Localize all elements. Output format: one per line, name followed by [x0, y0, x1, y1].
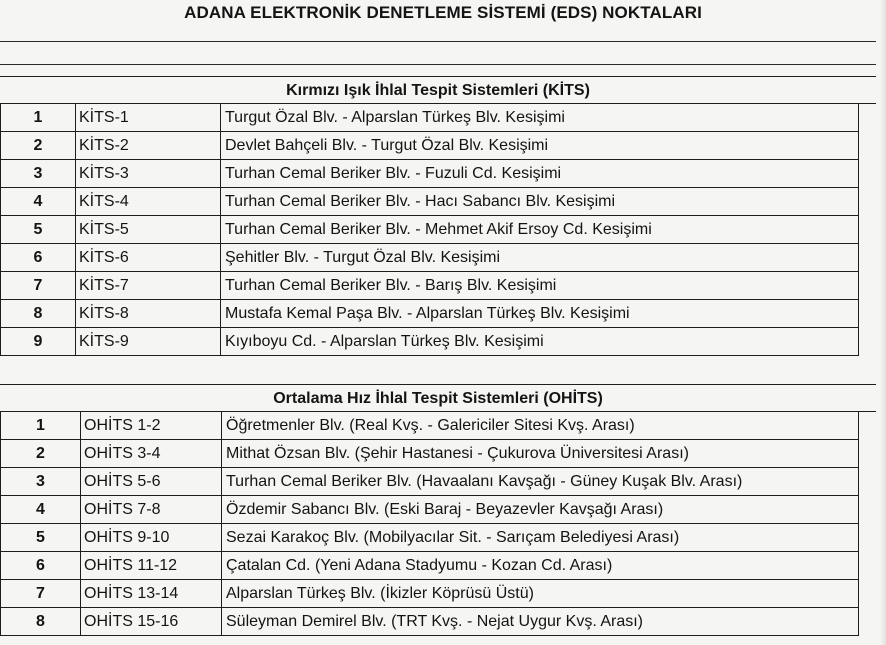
- ohits-section-header: Ortalama Hız İhlal Tespit Sistemleri (OHİTS): [0, 384, 876, 412]
- ohits-table-row: [1, 608, 859, 636]
- ohits-table-row: [1, 468, 859, 496]
- ohits-system-code-cell: OHİTS 13-14: [81, 580, 222, 608]
- kits-table: [0, 103, 859, 356]
- kits-location-cell: Turhan Cemal Beriker Blv. - Barış Blv. Kesişimi: [221, 272, 859, 300]
- ohits-system-code-cell: OHİTS 9-10: [81, 524, 222, 552]
- kits-location-cell: Turhan Cemal Beriker Blv. - Mehmet Akif Ersoy Cd. Kesişimi: [221, 216, 859, 244]
- kits-system-code-cell: KİTS-2: [76, 132, 221, 160]
- divider-line: [0, 64, 876, 65]
- ohits-location-cell: Özdemir Sabancı Blv. (Eski Baraj - Beyazevler Kavşağı Arası): [222, 496, 859, 524]
- ohits-row-number-cell: 5: [1, 524, 81, 552]
- kits-table-row: [1, 188, 859, 216]
- ohits-table-row: [1, 440, 859, 468]
- kits-system-code-cell: KİTS-8: [76, 300, 221, 328]
- page-edge-shadow: [880, 0, 886, 645]
- ohits-table-row: [1, 496, 859, 524]
- ohits-row-number-cell: 8: [1, 608, 81, 636]
- kits-system-code-cell: KİTS-1: [76, 104, 221, 132]
- title-underline: [0, 41, 876, 42]
- kits-section-header: Kırmızı Işık İhlal Tespit Sistemleri (KİTS): [0, 76, 876, 104]
- ohits-table-row: [1, 552, 859, 580]
- ohits-table-row: [1, 580, 859, 608]
- kits-location-cell: Mustafa Kemal Paşa Blv. - Alparslan Türkeş Blv. Kesişimi: [221, 300, 859, 328]
- kits-row-number-cell: 4: [1, 188, 76, 216]
- ohits-system-code-cell: OHİTS 7-8: [81, 496, 222, 524]
- kits-location-cell: Turgut Özal Blv. - Alparslan Türkeş Blv. Kesişimi: [221, 104, 859, 132]
- ohits-location-cell: Çatalan Cd. (Yeni Adana Stadyumu - Kozan Cd. Arası): [222, 552, 859, 580]
- kits-table-row: [1, 132, 859, 160]
- ohits-table-row: [1, 524, 859, 552]
- kits-table-row: [1, 300, 859, 328]
- ohits-row-number-cell: 7: [1, 580, 81, 608]
- kits-location-cell: Kıyıboyu Cd. - Alparslan Türkeş Blv. Kesişimi: [221, 328, 859, 356]
- kits-table-row: [1, 160, 859, 188]
- ohits-location-cell: Turhan Cemal Beriker Blv. (Havaalanı Kavşağı - Güney Kuşak Blv. Arası): [222, 468, 859, 496]
- ohits-system-code-cell: OHİTS 3-4: [81, 440, 222, 468]
- kits-system-code-cell: KİTS-7: [76, 272, 221, 300]
- ohits-location-cell: Sezai Karakoç Blv. (Mobilyacılar Sit. - Sarıçam Belediyesi Arası): [222, 524, 859, 552]
- kits-table-row: [1, 244, 859, 272]
- ohits-table-body: [1, 412, 859, 636]
- ohits-table: [0, 411, 859, 636]
- ohits-location-cell: Alparslan Türkeş Blv. (İkizler Köprüsü Üstü): [222, 580, 859, 608]
- ohits-row-number-cell: 4: [1, 496, 81, 524]
- kits-row-number-cell: 6: [1, 244, 76, 272]
- ohits-system-code-cell: OHİTS 11-12: [81, 552, 222, 580]
- kits-table-row: [1, 104, 859, 132]
- kits-row-number-cell: 2: [1, 132, 76, 160]
- kits-table-row: [1, 272, 859, 300]
- kits-row-number-cell: 7: [1, 272, 76, 300]
- kits-system-code-cell: KİTS-3: [76, 160, 221, 188]
- kits-system-code-cell: KİTS-4: [76, 188, 221, 216]
- ohits-system-code-cell: OHİTS 1-2: [81, 412, 222, 440]
- kits-table-row: [1, 328, 859, 356]
- ohits-row-number-cell: 2: [1, 440, 81, 468]
- ohits-table-row: [1, 412, 859, 440]
- kits-system-code-cell: KİTS-6: [76, 244, 221, 272]
- kits-system-code-cell: KİTS-9: [76, 328, 221, 356]
- ohits-row-number-cell: 1: [1, 412, 81, 440]
- ohits-location-cell: Öğretmenler Blv. (Real Kvş. - Galericiler Sitesi Kvş. Arası): [222, 412, 859, 440]
- ohits-location-cell: Süleyman Demirel Blv. (TRT Kvş. - Nejat Uygur Kvş. Arası): [222, 608, 859, 636]
- document-title: ADANA ELEKTRONİK DENETLEME SİSTEMİ (EDS) NOKTALARI: [184, 3, 702, 22]
- kits-row-number-cell: 8: [1, 300, 76, 328]
- kits-table-row: [1, 216, 859, 244]
- kits-location-cell: Turhan Cemal Beriker Blv. - Hacı Sabancı Blv. Kesişimi: [221, 188, 859, 216]
- ohits-location-cell: Mithat Özsan Blv. (Şehir Hastanesi - Çukurova Üniversitesi Arası): [222, 440, 859, 468]
- kits-location-cell: Şehitler Blv. - Turgut Özal Blv. Kesişimi: [221, 244, 859, 272]
- ohits-system-code-cell: OHİTS 15-16: [81, 608, 222, 636]
- kits-row-number-cell: 9: [1, 328, 76, 356]
- ohits-row-number-cell: 6: [1, 552, 81, 580]
- kits-location-cell: Turhan Cemal Beriker Blv. - Fuzuli Cd. Kesişimi: [221, 160, 859, 188]
- kits-table-body: [1, 104, 859, 356]
- ohits-row-number-cell: 3: [1, 468, 81, 496]
- kits-row-number-cell: 3: [1, 160, 76, 188]
- kits-location-cell: Devlet Bahçeli Blv. - Turgut Özal Blv. Kesişimi: [221, 132, 859, 160]
- kits-row-number-cell: 5: [1, 216, 76, 244]
- ohits-system-code-cell: OHİTS 5-6: [81, 468, 222, 496]
- kits-row-number-cell: 1: [1, 104, 76, 132]
- kits-system-code-cell: KİTS-5: [76, 216, 221, 244]
